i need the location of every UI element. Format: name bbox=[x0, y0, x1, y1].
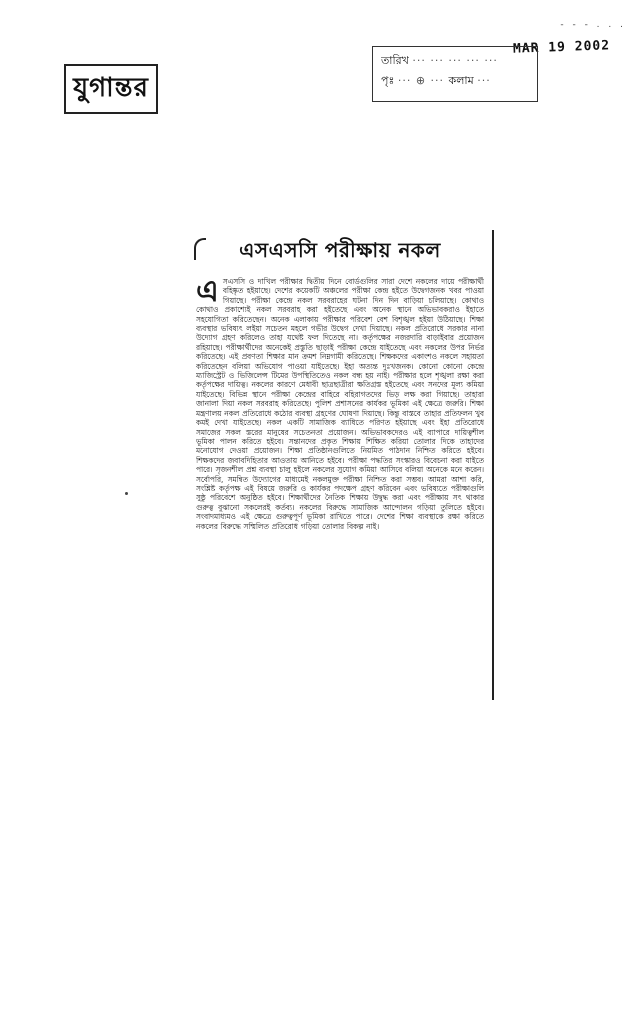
clip-slip-column-label: কলাম bbox=[448, 74, 474, 87]
newspaper-masthead bbox=[64, 64, 158, 114]
article-corner-rule bbox=[194, 238, 206, 260]
clip-slip-dotted-line: ··· ··· ··· ··· ··· bbox=[412, 54, 498, 67]
article-headline: এসএসসি পরীক্ষায় নকল bbox=[239, 238, 441, 262]
article-drop-cap: এ bbox=[196, 277, 219, 309]
article-body-text: সএসসি ও দাখিল পরীক্ষার দ্বিতীয় দিনে বোর্ডগুলির সারা দেশে নকলের দায়ে পরীক্ষার্থী বহিষ্কৃত হইয়াছে। দেশের কয়েকটি অঞ্চলের পরীক্ষা কেন্দ্র হইতে উদ্বেগজনক খবর পাওয়া গিয়াছে। পরীক্ষা কেন্দ্রে নকল সরবরাহের ঘটনা দিন দিন বাড়িয়া চলিয়াছে। কোথাও কোথাও প্রকাশ্যেই নকল সরবরাহ করা হইতেছে এবং অনেক স্থানে অভিভাবকরাও ইহাতে সহযোগিতা করিতেছেন। অনেক এলাকায় পরীক্ষার পরিবেশ বেশ বিশৃঙ্খল হইয়া উঠিয়াছে। শিক্ষা ব্যবস্থার ভবিষ্যৎ লইয়া সচেতন মহলে গভীর উদ্বেগ দেখা দিয়াছে। নকল প্রতিরোধে সরকার নানা উদ্যোগ গ্রহণ করিলেও তাহা যথেষ্ট ফল দিতেছে না। কর্তৃপক্ষের নজরদারি বাড়াইবার প্রয়োজন রহিয়াছে। পরীক্ষার্থীদের অনেকেই প্রস্তুতি ছাড়াই পরীক্ষা কেন্দ্রে যাইতেছে এবং নকলের উপর নির্ভর করিতেছে। এই প্রবণতা শিক্ষার মান ক্রমশ নিম্নগামী করিতেছে। শিক্ষকদের একাংশও নকলে সহায়তা করিতেছেন বলিয়া অভিযোগ পাওয়া যাইতেছে। ইহা অত্যন্ত দুঃখজনক। কোনো কোনো কেন্দ্রে ম্যাজিস্ট্রেট ও ভিজিলেন্স টিমের উপস্থিতিতেও নকল বন্ধ হয় নাই। পরীক্ষার হলে শৃঙ্খলা রক্ষা করা কর্তৃপক্ষের দায়িত্ব। নকলের কারণে মেধাবী ছাত্রছাত্রীরা ক্ষতিগ্রস্ত হইতেছে এবং সনদের মূল্য কমিয়া যাইতেছে। বিভিন্ন স্থানে পরীক্ষা কেন্দ্রের বাহিরে বহিরাগতদের ভিড় লক্ষ করা গিয়াছে। তাহারা জানালা দিয়া নকল সরবরাহ করিতেছে। পুলিশ প্রশাসনের কার্যকর ভূমিকা এই ক্ষেত্রে জরুরি। শিক্ষা মন্ত্রণালয় নকল প্রতিরোধে কঠোর ব্যবস্থা গ্রহণের ঘোষণা দিয়াছে। কিন্তু বাস্তবে তাহার প্রতিফলন খুব কমই দেখা যাইতেছে। নকল একটি সামাজিক ব্যাধিতে পরিণত হইয়াছে এবং ইহা প্রতিরোধে সমাজের সকল স্তরের মানুষের সচেতনতা প্রয়োজন। অভিভাবকদেরও এই ব্যাপারে দায়িত্বশীল ভূমিকা পালন করিতে হইবে। সন্তানদের প্রকৃত শিক্ষায় শিক্ষিত করিয়া তোলার দিকে তাহাদের মনোযোগ দেওয়া প্রয়োজন। শিক্ষা প্রতিষ্ঠানগুলিতে নিয়মিত পাঠদান নিশ্চিত করিতে হইবে। শিক্ষকদের জবাবদিহিতার আওতায় আনিতে হইবে। পরীক্ষা পদ্ধতির সংস্কারও বিবেচনা করা যাইতে পারে। সৃজনশীল প্রশ্ন ব্যবস্থা চালু হইলে নকলের সুযোগ কমিয়া আসিবে বলিয়া অনেকে মনে করেন। সর্বোপরি, সমন্বিত উদ্যোগের মাধ্যমেই নকলমুক্ত পরীক্ষা নিশ্চিত করা সম্ভব। আমরা আশা করি, সংশ্লিষ্ট কর্তৃপক্ষ এই বিষয়ে জরুরি ও কার্যকর পদক্ষেপ গ্রহণ করিবেন এবং ভবিষ্যতে পরীক্ষাগুলি সুষ্ঠু পরিবেশে অনুষ্ঠিত হইবে। শিক্ষার্থীদের নৈতিক শিক্ষায় উদ্বুদ্ধ করা এবং পরীক্ষায় সৎ থাকার গুরুত্ব বুঝানো সকলেরই কর্তব্য। নকলের বিরুদ্ধে সামাজিক আন্দোলন গড়িয়া তুলিতে হইবে। সংবাদমাধ্যমও এই ক্ষেত্রে গুরুত্বপূর্ণ ভূমিকা রাখিতে পারে। দেশের শিক্ষা ব্যবস্থাকে রক্ষা করিতে নকলের বিরুদ্ধে সম্মিলিত প্রতিরোধ গড়িয়া তোলার বিকল্প নাই। bbox=[196, 277, 484, 531]
article-side-rule bbox=[492, 230, 494, 700]
article-body bbox=[196, 277, 484, 707]
date-stamp: MAR 19 2002 bbox=[512, 38, 611, 57]
clip-slip-page-label: পৃঃ bbox=[381, 74, 395, 87]
clipping-slip bbox=[372, 46, 538, 102]
clip-slip-date-row bbox=[381, 51, 529, 71]
clip-slip-date-label: তারিখ bbox=[381, 54, 409, 67]
clip-slip-page-row: পৃঃ ··· ⊕ ··· কলাম ··· bbox=[381, 74, 491, 87]
speck-mark bbox=[125, 492, 128, 495]
header-dots: - - - . . . bbox=[560, 20, 626, 30]
news-article bbox=[196, 226, 484, 696]
masthead-name: যুগান্তর bbox=[73, 73, 149, 103]
